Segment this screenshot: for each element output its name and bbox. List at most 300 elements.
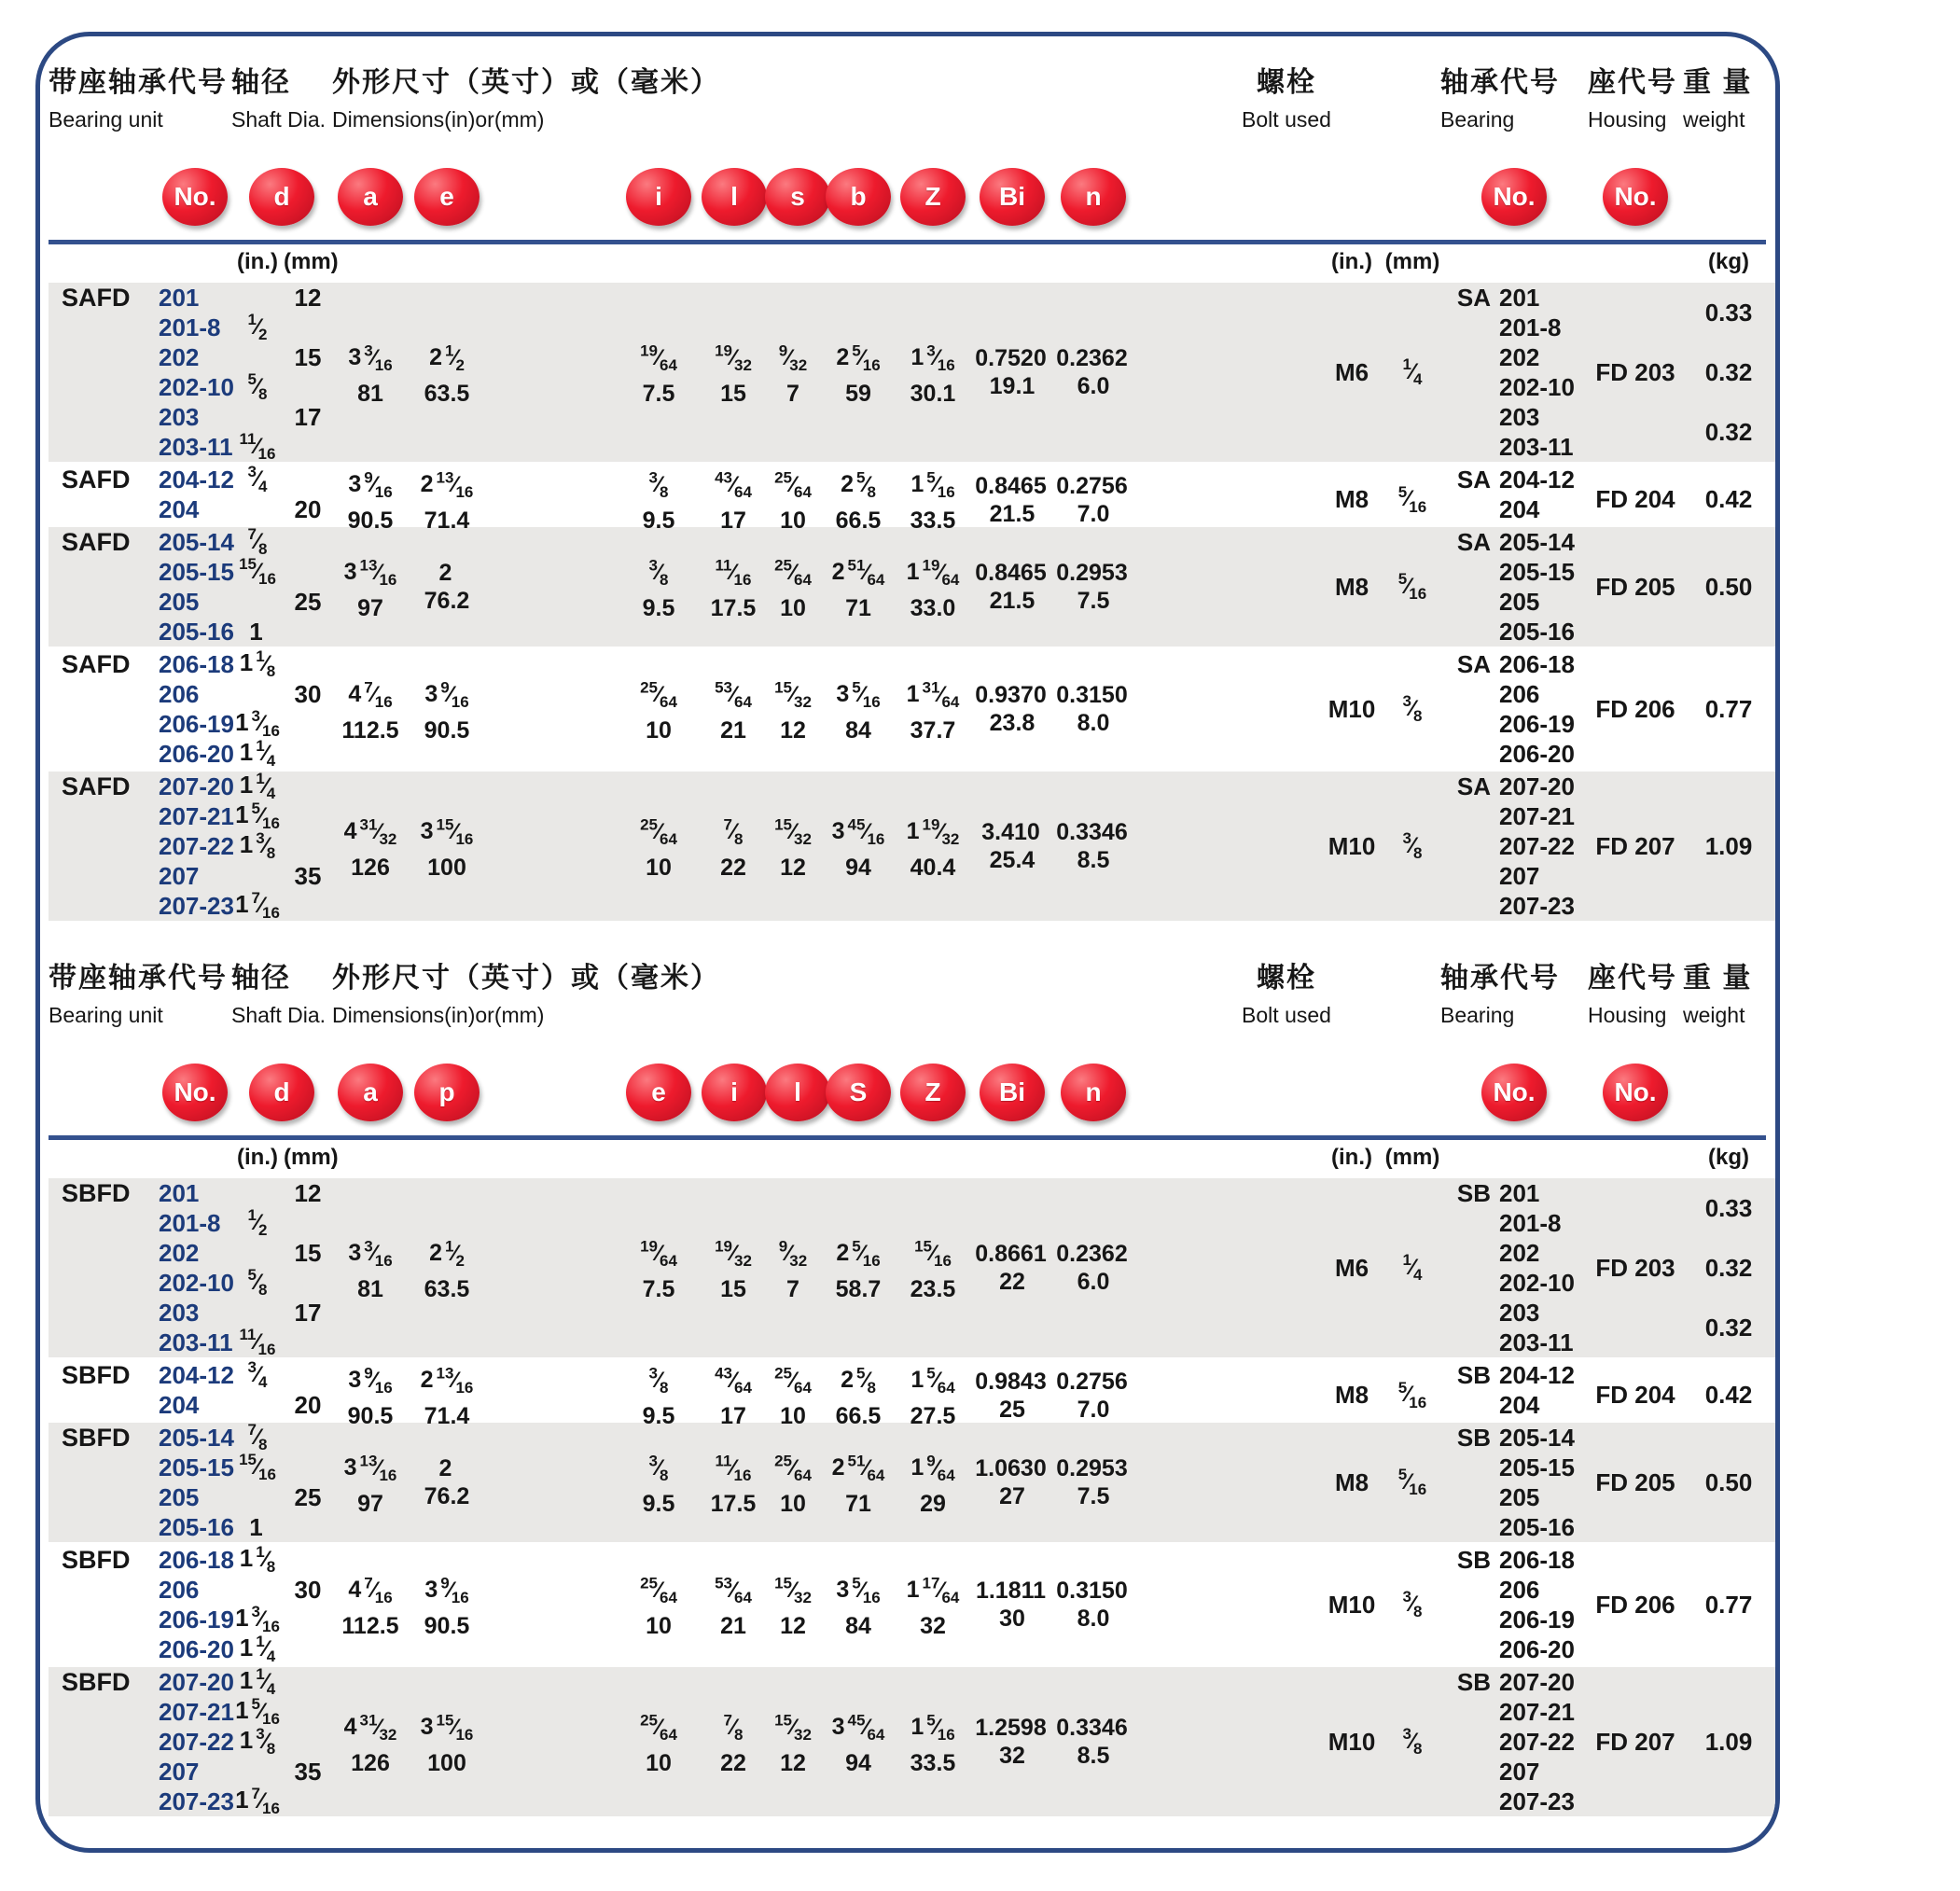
header-bolt-used-en: Bolt used — [1242, 107, 1331, 132]
shaft-in-fraction — [248, 525, 268, 559]
dim-l-in — [774, 1447, 812, 1489]
shaft-in-fraction — [249, 1513, 265, 1542]
dim-i-mm: 21 — [720, 1612, 746, 1639]
bearing-prefix: SA — [1456, 772, 1491, 800]
dim-n-mm: 8.5 — [1077, 1743, 1110, 1769]
fraction-slash: ⁄ — [859, 344, 864, 370]
fraction-denominator: 32 — [379, 829, 397, 848]
shaft-in-fraction — [235, 1603, 280, 1636]
fraction-denominator: 4 — [1413, 1265, 1423, 1284]
shaft-in-list — [231, 772, 284, 921]
dim-i-in — [715, 1232, 752, 1274]
shaft-in-value — [231, 617, 284, 647]
shaft-mm-list — [284, 1178, 332, 1357]
badge-i: i — [702, 1064, 767, 1121]
shaft-mm-list — [284, 527, 332, 647]
fraction-numerator: 5 — [247, 370, 257, 389]
dim-S-in-fraction — [836, 1237, 881, 1270]
fraction-denominator: 8 — [258, 1435, 268, 1453]
badge-slot — [821, 1064, 896, 1121]
fraction-numerator: 9 — [364, 469, 373, 487]
dim-p-in-fraction — [424, 1574, 469, 1606]
badge-e: e — [414, 168, 480, 226]
dim-b-mm: 59 — [845, 380, 871, 407]
dim-n-cell — [1054, 1667, 1133, 1816]
fraction-whole: 1 — [235, 1785, 249, 1814]
dim-s-cell — [765, 772, 821, 921]
bearing-code: 202 — [1499, 1238, 1540, 1267]
dim-p-in-fraction — [420, 1365, 474, 1397]
bolt-size: M8 — [1334, 572, 1369, 601]
dim-a-cell — [332, 1667, 409, 1816]
unit-prefix: SBFD — [62, 1667, 131, 1696]
shaft-in-value — [231, 1605, 284, 1634]
dim-e-cell — [409, 649, 485, 769]
dim-l-in-fraction — [774, 1365, 812, 1397]
shaft-in-value — [231, 1453, 284, 1482]
fraction-slash: ⁄ — [938, 559, 943, 585]
dim-p-cell — [409, 1360, 485, 1430]
header-housing-zh: 座代号 — [1588, 67, 1677, 98]
dim-S-cell — [821, 1667, 896, 1816]
fraction-slash: ⁄ — [790, 818, 795, 844]
fraction-slash: ⁄ — [864, 559, 869, 585]
dim-Z-in — [910, 1360, 954, 1402]
dim-Bi-in — [975, 472, 1049, 500]
fraction-whole: 3 — [348, 1239, 362, 1266]
badge-n: n — [1061, 1064, 1126, 1121]
unit-prefix: SAFD — [62, 527, 131, 556]
bearing-prefix: SA — [1456, 527, 1491, 556]
dim-Bi-in-fraction — [975, 1241, 1049, 1267]
fraction-slash: ⁄ — [1406, 1382, 1411, 1408]
fraction-slash: ⁄ — [448, 681, 452, 707]
dim-s-in — [774, 674, 812, 716]
dim-Bi-mm: 25 — [999, 1396, 1025, 1423]
dim-a-in — [348, 337, 392, 379]
weight-value: 0.77 — [1704, 694, 1753, 723]
header-weight-zh: 重 量 — [1683, 963, 1753, 994]
dim-i-in — [715, 1569, 752, 1611]
dim-Bi-mm: 22 — [999, 1269, 1025, 1295]
dim-a-in — [348, 674, 392, 716]
fraction-denominator: 4 — [266, 1647, 276, 1665]
dim-a-in-fraction — [343, 815, 397, 848]
dim-Z-cell — [896, 527, 970, 647]
fraction-slash: ⁄ — [938, 1577, 943, 1603]
fraction-denominator: 64 — [734, 483, 752, 502]
fraction-slash: ⁄ — [1406, 486, 1411, 512]
bearing-code: 205-15 — [1499, 1453, 1575, 1481]
weight-list — [1683, 283, 1774, 462]
bolt-size: M10 — [1328, 694, 1376, 723]
fraction-numerator: 7 — [247, 525, 257, 544]
bearing-code: 201-8 — [1499, 313, 1562, 341]
fraction-denominator: 4 — [1413, 369, 1423, 388]
fraction-numerator: 5 — [852, 1237, 861, 1256]
fraction-denominator: 16 — [262, 721, 280, 740]
fraction-whole: 0.8661 — [975, 1241, 1047, 1267]
bearing-cell — [1440, 1545, 1588, 1664]
dim-Bi-cell — [970, 772, 1054, 921]
bearing-code: 201-8 — [1499, 1208, 1562, 1237]
dim-Z-in — [910, 337, 954, 379]
bolt-in-fraction — [1403, 692, 1423, 726]
fraction-denominator: 16 — [451, 1588, 469, 1606]
shaft-mm-value — [284, 1453, 332, 1482]
housing-code: FD 205 — [1595, 1467, 1675, 1496]
shaft-in-list — [231, 1545, 284, 1664]
dim-Bi-in — [975, 344, 1049, 372]
dim-Z-cell — [896, 1545, 970, 1664]
fraction-denominator: 16 — [1409, 584, 1427, 603]
shaft-mm-list — [284, 649, 332, 769]
fraction-slash: ⁄ — [255, 433, 259, 459]
unit-code: 202-10 — [159, 1268, 234, 1297]
shaft-in-list — [231, 649, 284, 769]
unit-code-list — [159, 649, 234, 769]
dim-e-cell — [409, 465, 485, 535]
unit-prefix: SAFD — [62, 772, 131, 800]
fraction-denominator: 16 — [262, 813, 280, 832]
unit-code: 206 — [159, 679, 200, 708]
fraction-denominator: 16 — [374, 692, 393, 711]
dim-b-cell — [821, 649, 896, 769]
dim-a-in — [344, 1706, 397, 1748]
shaft-mm-value — [284, 1328, 332, 1357]
fraction-numerator: 5 — [855, 469, 866, 487]
fraction-numerator: 11 — [715, 1452, 732, 1470]
fraction-slash: ⁄ — [255, 1361, 259, 1387]
shaft-in-fraction — [240, 1543, 275, 1577]
shaft-in-fraction — [248, 463, 268, 496]
badge-a: a — [338, 1064, 403, 1121]
fraction-whole: 3 — [424, 680, 438, 707]
shaft-in-fraction — [248, 1421, 268, 1454]
fraction-slash: ⁄ — [255, 1453, 259, 1480]
shaft-in-value — [231, 1268, 284, 1298]
fraction-slash: ⁄ — [255, 1209, 259, 1235]
unit-code: 202-10 — [159, 372, 234, 401]
fraction-slash: ⁄ — [730, 1240, 735, 1266]
fraction-slash: ⁄ — [656, 818, 660, 844]
fraction-numerator: 43 — [715, 469, 732, 487]
dim-l-mm: 17.5 — [710, 594, 757, 621]
fraction-whole: 0.3346 — [1056, 1715, 1128, 1741]
fraction-slash: ⁄ — [1410, 1591, 1414, 1617]
fraction-whole: 1 — [235, 1603, 249, 1632]
badge-i: i — [626, 168, 691, 226]
fraction-whole: 0.8465 — [975, 560, 1047, 586]
subheader-bolt_mm: (mm) — [1384, 1145, 1440, 1170]
shaft-in-value — [231, 801, 284, 831]
badge-unit-no: No. — [162, 1064, 228, 1121]
dim-n-in-fraction — [1056, 1578, 1130, 1604]
fraction-numerator: 1 — [247, 311, 257, 329]
dim-a-in — [348, 1360, 392, 1402]
weight-value: 0.32 — [1704, 357, 1753, 386]
badge-slot — [970, 1064, 1054, 1121]
dim-n-in-fraction — [1056, 682, 1130, 708]
shaft-mm-value: 17 — [294, 1298, 322, 1327]
dim-e-in-fraction — [429, 341, 465, 374]
shaft-in-fraction — [235, 800, 280, 833]
fraction-slash: ⁄ — [259, 1606, 264, 1632]
header-bearing — [1440, 954, 1588, 1050]
fraction-denominator: 16 — [937, 483, 955, 502]
table-row — [49, 527, 1775, 647]
fraction-whole: 0.3150 — [1056, 682, 1128, 708]
fraction-numerator: 1 — [1402, 355, 1411, 374]
bearing-code: 205 — [1499, 1482, 1540, 1511]
badge-slot — [409, 168, 485, 226]
fraction-denominator: 8 — [660, 570, 669, 589]
unit-subheader-row — [49, 1140, 1775, 1175]
subheader-shaft_mm: (mm) — [284, 249, 339, 274]
fraction-denominator: 16 — [262, 1799, 280, 1817]
shaft-mm-value: 20 — [294, 494, 322, 523]
dim-Bi-in — [975, 1240, 1049, 1268]
fraction-slash: ⁄ — [864, 818, 869, 844]
header-bearing-en: Bearing — [1440, 1003, 1515, 1027]
dim-i-cell — [702, 1667, 765, 1816]
fraction-slash: ⁄ — [263, 1728, 268, 1754]
bearing-code: 201 — [1499, 283, 1540, 312]
dim-a-mm: 112.5 — [341, 1612, 399, 1639]
weight-value: 1.09 — [1704, 1727, 1753, 1756]
unit-prefix-cell — [49, 1423, 159, 1542]
fraction-numerator: 19 — [640, 341, 658, 360]
bearing-code-list — [1499, 527, 1575, 647]
fraction-numerator: 3 — [648, 556, 658, 575]
dim-e-mm: 76.2 — [424, 588, 470, 614]
shaft-mm-value — [284, 432, 332, 462]
unit-code: 203-11 — [159, 1328, 233, 1356]
unit-code: 206-19 — [159, 709, 234, 738]
dim-a-mm: 90.5 — [347, 1403, 394, 1430]
badge-slot — [1054, 1064, 1133, 1121]
fraction-numerator: 3 — [648, 469, 658, 487]
shaft-mm-list — [284, 1545, 332, 1664]
shaft-in-fraction — [248, 311, 268, 344]
dim-e-cell — [616, 1545, 702, 1664]
header-dimensions — [332, 59, 1133, 154]
dim-i-mm: 10 — [646, 716, 672, 744]
fraction-slash: ⁄ — [452, 472, 457, 498]
dim-Bi-mm: 30 — [999, 1606, 1025, 1632]
weight-value: 0.33 — [1704, 1193, 1753, 1222]
fraction-whole: 4 — [348, 1576, 362, 1603]
fraction-whole: 3.410 — [981, 819, 1040, 845]
dim-e-in — [640, 1232, 677, 1274]
fraction-whole: 1 — [249, 617, 263, 646]
dim-i-cell — [616, 527, 702, 647]
shaft-in-value — [231, 861, 284, 891]
dim-S-mm: 71 — [845, 1490, 871, 1517]
fraction-whole: 2 — [438, 1455, 452, 1481]
housing-code: FD 206 — [1595, 1590, 1675, 1619]
fraction-numerator: 5 — [1397, 570, 1408, 589]
header-housing — [1588, 954, 1683, 1050]
unit-prefix-cell — [49, 772, 159, 921]
fraction-slash: ⁄ — [255, 313, 259, 340]
table-row — [49, 1667, 1775, 1816]
dim-Z-mm: 33.5 — [910, 1749, 956, 1776]
dim-a-cell — [332, 1423, 409, 1542]
dim-n-mm: 6.0 — [1077, 373, 1110, 399]
badge-Z: Z — [900, 1064, 966, 1121]
unit-code: 201 — [159, 283, 200, 312]
fraction-denominator: 2 — [258, 1220, 268, 1239]
dim-n-cell — [1054, 772, 1133, 921]
unit-code-list — [159, 1178, 234, 1357]
unit-code: 201-8 — [159, 1208, 221, 1237]
dim-Bi-cell — [970, 1178, 1054, 1357]
weight-value: 0.42 — [1704, 485, 1753, 514]
fraction-whole: 3 — [836, 1576, 850, 1603]
fraction-numerator: 3 — [1402, 692, 1411, 711]
fraction-numerator: 5 — [926, 1711, 936, 1730]
fraction-numerator: 25 — [774, 556, 792, 575]
dim-a-mm: 81 — [357, 380, 383, 407]
bearing-code: 203 — [1499, 1298, 1540, 1327]
fraction-denominator: 32 — [794, 1588, 812, 1606]
fraction-whole: 1 — [910, 343, 924, 370]
table-header-row — [49, 954, 1775, 1050]
bearing-code-list — [1499, 1178, 1575, 1357]
header-bearing-en: Bearing — [1440, 107, 1515, 132]
shaft-mm-value — [284, 891, 332, 921]
weight-list — [1683, 1178, 1774, 1357]
shaft-mm-value — [284, 1787, 332, 1816]
bearing-code-list — [1499, 772, 1575, 921]
bolt-in-value — [1384, 1545, 1440, 1664]
bolt-size: M6 — [1334, 1253, 1369, 1282]
dim-e-in — [421, 465, 474, 507]
shaft-in-value — [231, 283, 284, 313]
dim-i-in — [640, 674, 677, 716]
fraction-numerator: 9 — [778, 341, 788, 360]
dim-p-in-fraction — [439, 1455, 455, 1481]
shaft-in-list — [231, 1667, 284, 1816]
bearing-code: 207 — [1499, 861, 1540, 890]
badge-Z: Z — [900, 168, 966, 226]
bolt-size: M8 — [1334, 485, 1369, 514]
fraction-numerator: 51 — [847, 1452, 866, 1470]
dim-l-in-fraction — [715, 556, 752, 589]
unit-prefix-cell — [49, 1178, 159, 1357]
unit-code: 207-21 — [159, 801, 234, 830]
fraction-slash: ⁄ — [255, 466, 259, 492]
header-bolt-used — [1133, 59, 1440, 154]
dim-l-mm: 15 — [720, 380, 746, 407]
fraction-slash: ⁄ — [376, 1454, 381, 1481]
weight-list — [1683, 1360, 1774, 1430]
fraction-slash: ⁄ — [263, 1668, 268, 1694]
fraction-denominator: 8 — [258, 384, 268, 403]
fraction-slash: ⁄ — [790, 681, 795, 707]
bearing-code: 207-21 — [1499, 801, 1575, 830]
dim-i-cell — [702, 1423, 765, 1542]
badge-slot — [409, 1064, 485, 1121]
bearing-code: 205-16 — [1499, 1512, 1575, 1541]
shaft-in-value — [231, 739, 284, 769]
dim-n-mm: 7.5 — [1077, 1483, 1110, 1509]
header-dimensions — [332, 954, 1133, 1050]
dim-S-in — [832, 1706, 885, 1748]
unit-prefix-cell — [49, 1360, 159, 1430]
dim-s-in-fraction — [774, 678, 812, 711]
shaft-mm-value — [284, 557, 332, 587]
unit-code: 204 — [159, 1390, 200, 1419]
fraction-numerator: 5 — [852, 341, 861, 360]
dim-l-in — [774, 1569, 812, 1611]
fraction-numerator: 19 — [715, 1237, 732, 1256]
fraction-denominator: 64 — [941, 1588, 960, 1606]
fraction-slash: ⁄ — [790, 1577, 795, 1603]
fraction-denominator: 16 — [257, 1340, 276, 1358]
fraction-numerator: 7 — [251, 889, 260, 908]
header-bearing-unit — [49, 59, 231, 154]
fraction-whole: 2 — [841, 471, 854, 498]
fraction-denominator: 16 — [262, 1617, 280, 1635]
shaft-in-value — [231, 891, 284, 921]
dim-e-in — [439, 559, 455, 587]
badge-n: n — [1061, 168, 1126, 226]
bolt-in-fraction — [1403, 829, 1423, 863]
shaft-mm-value — [284, 1512, 332, 1542]
badge-l: l — [702, 168, 767, 226]
dim-S-in-fraction — [831, 1452, 885, 1484]
fraction-numerator: 1 — [256, 1665, 265, 1684]
dim-a-mm: 81 — [357, 1275, 383, 1302]
shaft-mm-value — [284, 1208, 332, 1238]
shaft-mm-value: 35 — [294, 861, 322, 890]
badge-b: b — [826, 168, 891, 226]
dim-l-mm: 10 — [780, 1403, 806, 1430]
fraction-numerator: 3 — [247, 1358, 257, 1377]
fraction-slash: ⁄ — [255, 558, 259, 584]
fraction-denominator: 8 — [660, 483, 669, 502]
bearing-code-list — [1499, 1667, 1575, 1816]
dim-i-mm: 10 — [646, 854, 672, 881]
dim-s-in — [779, 337, 807, 379]
fraction-slash: ⁄ — [371, 1368, 376, 1394]
dim-a-in-fraction — [348, 678, 393, 711]
dim-a-cell — [332, 283, 409, 462]
dim-a-cell — [332, 772, 409, 921]
dim-Bi-mm: 25.4 — [989, 847, 1036, 873]
dim-a-in-fraction — [348, 1237, 393, 1270]
dim-Z-mm: 32 — [920, 1612, 946, 1639]
shaft-mm-value — [284, 739, 332, 769]
fraction-numerator: 5 — [852, 1574, 861, 1592]
dim-i-mm: 9.5 — [642, 594, 675, 621]
dim-s-in — [774, 551, 812, 593]
shaft-in-fraction — [240, 430, 276, 464]
header-weight-zh: 重 量 — [1683, 67, 1753, 98]
fraction-slash: ⁄ — [376, 1714, 381, 1740]
fraction-numerator: 3 — [1402, 1588, 1411, 1606]
fraction-slash: ⁄ — [730, 1714, 735, 1740]
fraction-whole: 0.8465 — [975, 472, 1047, 499]
dim-s-cell — [765, 283, 821, 462]
fraction-slash: ⁄ — [263, 650, 268, 676]
fraction-numerator: 19 — [922, 815, 940, 834]
badge-slot — [896, 168, 970, 226]
subheader-weight_kg: (kg) — [1708, 1145, 1749, 1170]
fraction-slash: ⁄ — [656, 1240, 660, 1266]
